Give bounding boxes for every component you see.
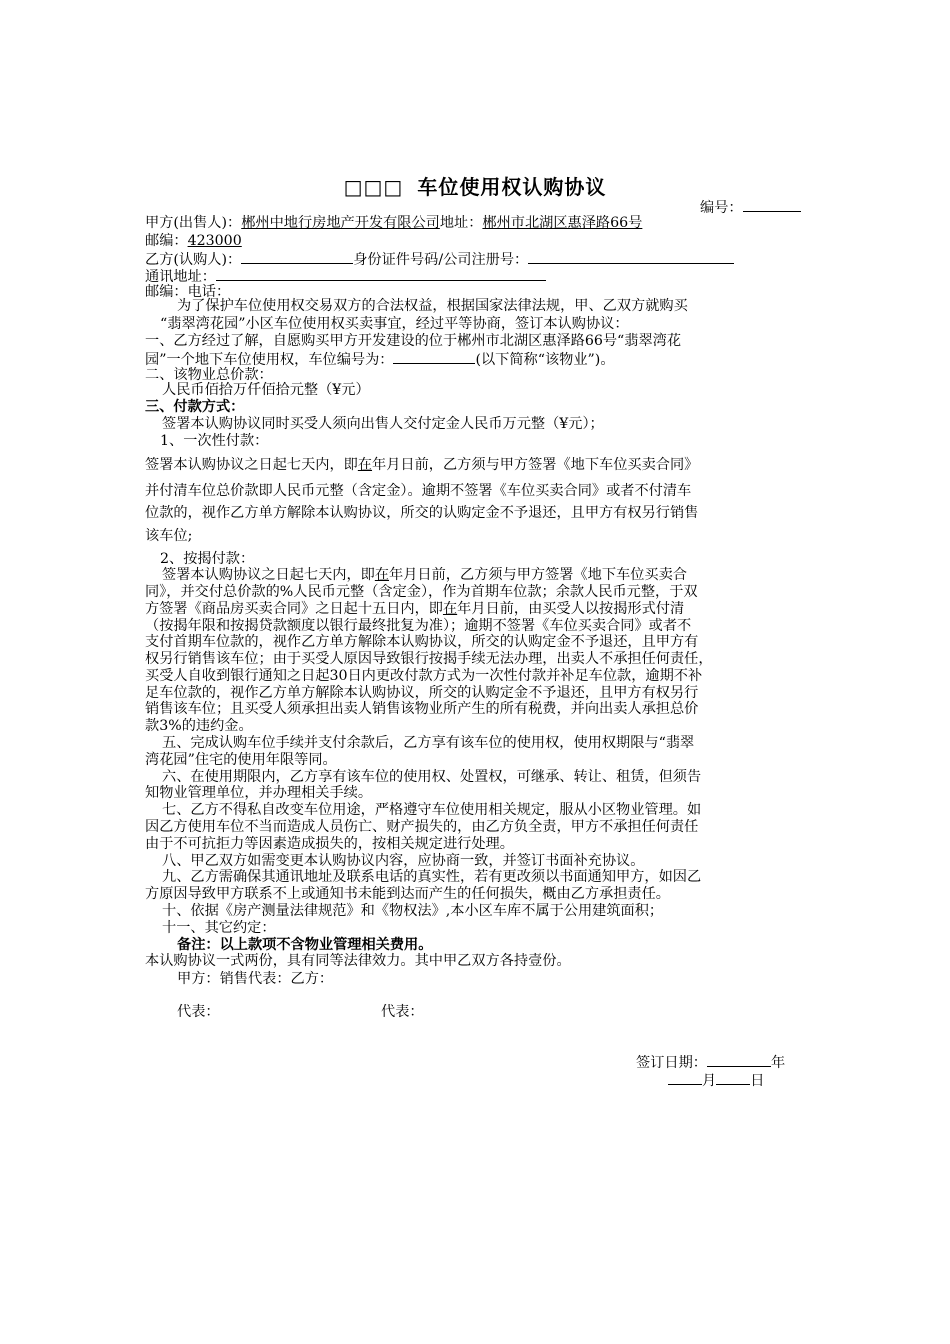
mortgage-line-9: 销售该车位；且买受人须承担出卖人销售该物业所产生的所有税费，并向出卖人承担总价 bbox=[145, 701, 699, 717]
mortgage-line-3 bbox=[145, 600, 810, 618]
section-9-line-2: 方原因导致甲方联系不上或通知书未能到达而产生的任何损失，概由乙方承担责任。 bbox=[145, 886, 670, 902]
mortgage-text-c: 方签署《商品房买卖合同》之日起十五日内，即 bbox=[145, 601, 443, 617]
party-a-address: 郴州市北湖区惠泽路66号 bbox=[482, 215, 643, 231]
mortgage-heading: 2、按揭付款： bbox=[160, 551, 255, 567]
party-a-name: 郴州中地行房地产开发有限公司 bbox=[241, 215, 440, 231]
postcode-phone-row: 邮编：电话： bbox=[145, 284, 231, 300]
section-1-text: 园”一个地下车位使用权，车位编号为： bbox=[145, 352, 394, 368]
section-11: 十一、其它约定： bbox=[162, 920, 276, 936]
mortgage-text-a: 签署本认购协议之日起七天内，即 bbox=[162, 567, 375, 583]
mortgage-line-8: 足车位款的，视作乙方单方解除本认购协议，所交的认购定金不予退还，且甲方有权另行 bbox=[145, 685, 699, 701]
lump-sum-line-3: 位款的，视作乙方单方解除本认购协议，所交的认购定金不予退还，且甲方有权另行销售 bbox=[145, 505, 699, 521]
note-line: 备注：以上款项不含物业管理相关费用。 bbox=[177, 937, 433, 953]
party-b-blank[interactable] bbox=[241, 249, 353, 264]
number-blank[interactable] bbox=[743, 197, 801, 212]
lump-sum-text-a: 签署本认购协议之日起七天内，即 bbox=[145, 457, 358, 473]
address-label: 地址： bbox=[439, 215, 483, 231]
mortgage-underlined-2: 在 bbox=[442, 601, 458, 617]
title-prefix: □□□ bbox=[343, 175, 404, 199]
signature-parties: 甲方：销售代表：乙方： bbox=[177, 971, 334, 987]
lump-sum-underlined: 在 bbox=[357, 457, 373, 473]
year-label: 年 bbox=[770, 1055, 786, 1071]
id-label: 身份证件号码/公司注册号： bbox=[353, 252, 529, 268]
mail-address-blank[interactable] bbox=[216, 266, 546, 281]
signing-date-label: 签订日期： bbox=[636, 1055, 707, 1071]
mortgage-line-1 bbox=[162, 566, 810, 584]
party-a-postcode-row bbox=[145, 232, 810, 250]
lump-sum-text-b: 年月日前，乙方须与甲方签署《地下车位买卖合同》 bbox=[372, 457, 699, 473]
intro-line-2: “翡翠湾花园”小区车位使用权买卖事宜，经过平等协商，签订本认购协议： bbox=[160, 316, 629, 332]
month-label: 月 bbox=[702, 1073, 717, 1089]
id-blank[interactable] bbox=[528, 249, 734, 264]
section-6-line-2: 知物业管理单位，并办理相关手续。 bbox=[145, 785, 373, 801]
section-5-line-1: 五、完成认购车位手续并支付余款后，乙方享有该车位的使用权，使用权期限与“翡翠 bbox=[162, 735, 695, 751]
title-text: 车位使用权认购协议 bbox=[417, 175, 607, 199]
section-9-line-1: 九、乙方需确保其通讯地址及联系电话的真实性，若有更改须以书面通知甲方，如因乙 bbox=[162, 869, 702, 885]
party-a-row bbox=[145, 214, 810, 232]
section-7-line-2: 因乙方使用车位不当而造成人员伤亡、财产损失的，由乙方负全责，甲方不承担任何责任 bbox=[145, 819, 699, 835]
section-1-line-1: 一、乙方经过了解，自愿购买甲方开发建设的位于郴州市北湖区惠泽路66号“翡翠湾花 bbox=[145, 333, 682, 349]
party-a-label: 甲方(出售人)： bbox=[145, 215, 242, 231]
section-8: 八、甲乙双方如需变更本认购协议内容，应协商一致，并签订书面补充协议。 bbox=[162, 853, 645, 869]
postcode-label: 邮编： bbox=[145, 233, 188, 249]
lump-sum-heading: 1、一次性付款： bbox=[160, 433, 269, 449]
party-b-label: 乙方(认购人)： bbox=[145, 252, 242, 268]
month-blank[interactable] bbox=[668, 1070, 702, 1085]
section-1-suffix: (以下简称“该物业”)。 bbox=[475, 352, 615, 368]
mortgage-line-4: （按揭年限和按揭贷款额度以银行最终批复为准）；逾期不签署《车位买卖合同》或者不 bbox=[145, 618, 692, 634]
lump-sum-line-2: 并付清车位总价款即人民币元整（含定金）。逾期不签署《车位买卖合同》或者不付清车 bbox=[145, 483, 692, 499]
mortgage-underlined-1: 在 bbox=[374, 567, 390, 583]
section-2-value: 人民币佰拾万仟佰拾元整（¥元） bbox=[162, 382, 370, 398]
section-5-line-2: 湾花园”住宅的使用年限等同。 bbox=[145, 752, 337, 768]
copies-line: 本认购协议一式两份，具有同等法律效力。其中甲乙双方各持壹份。 bbox=[145, 953, 571, 969]
intro-line-1: 为了保护车位使用权交易双方的合法权益，根据国家法律法规，甲、乙双方就购买 bbox=[177, 298, 688, 314]
mail-address-label: 通讯地址： bbox=[145, 269, 216, 285]
mortgage-line-10: 款3%的违约金。 bbox=[145, 718, 253, 734]
lump-sum-line-1 bbox=[145, 452, 810, 478]
mortgage-line-6: 权另行销售该车位；由于买受人原因导致银行按揭手续无法办理，出卖人不承担任何责任， bbox=[145, 651, 713, 667]
signing-date-row bbox=[636, 1052, 810, 1072]
day-blank[interactable] bbox=[716, 1070, 750, 1085]
section-10: 十、依据《房产测量法律规范》和《物权法》,本小区车库不属于公用建筑面积； bbox=[162, 903, 664, 919]
number-label: 编号： bbox=[700, 200, 743, 216]
year-blank[interactable] bbox=[707, 1052, 771, 1067]
representative-b-label: 代表： bbox=[381, 1004, 424, 1020]
section-7-line-1: 七、乙方不得私自改变车位用途，严格遵守车位使用相关规定，服从小区物业管理。如 bbox=[162, 802, 702, 818]
space-number-blank[interactable] bbox=[393, 349, 475, 364]
section-2-heading: 二、该物业总价款： bbox=[145, 367, 273, 383]
lump-sum-line-4: 该车位; bbox=[145, 528, 193, 544]
mortgage-line-5: 支付首期车位款的，视作乙方单方解除本认购协议，所交的认购定金不予退还，且甲方有 bbox=[145, 634, 699, 650]
mortgage-text-d: 年月日前，由买受人以按揭形式付清 bbox=[457, 601, 685, 617]
signing-month-day-row bbox=[668, 1070, 810, 1090]
section-6-line-1: 六、在使用期限内，乙方享有该车位的使用权、处置权，可继承、转让、租赁，但须告 bbox=[162, 769, 702, 785]
section-3-heading: 三、付款方式： bbox=[145, 399, 245, 415]
day-label: 日 bbox=[750, 1073, 765, 1089]
mortgage-text-b: 年月日前，乙方须与甲方签署《地下车位买卖合 bbox=[389, 567, 687, 583]
party-a-postcode: 423000 bbox=[187, 233, 242, 249]
representative-a-label: 代表： bbox=[177, 1004, 220, 1020]
mortgage-line-7: 买受人自收到银行通知之日起30日内更改付款方式为一次性付款并补足车位款，逾期不补 bbox=[145, 668, 703, 684]
deposit-line: 签署本认购协议同时买受人须向出售人交付定金人民币万元整（¥元）； bbox=[162, 416, 604, 432]
section-7-line-3: 由于不可抗拒力等因素造成损失的，按相关规定进行处理。 bbox=[145, 836, 514, 852]
mortgage-line-2: 同》，并交付总价款的%人民币元整（含定金），作为首期车位款；余款人民币元整，于双 bbox=[145, 584, 698, 600]
